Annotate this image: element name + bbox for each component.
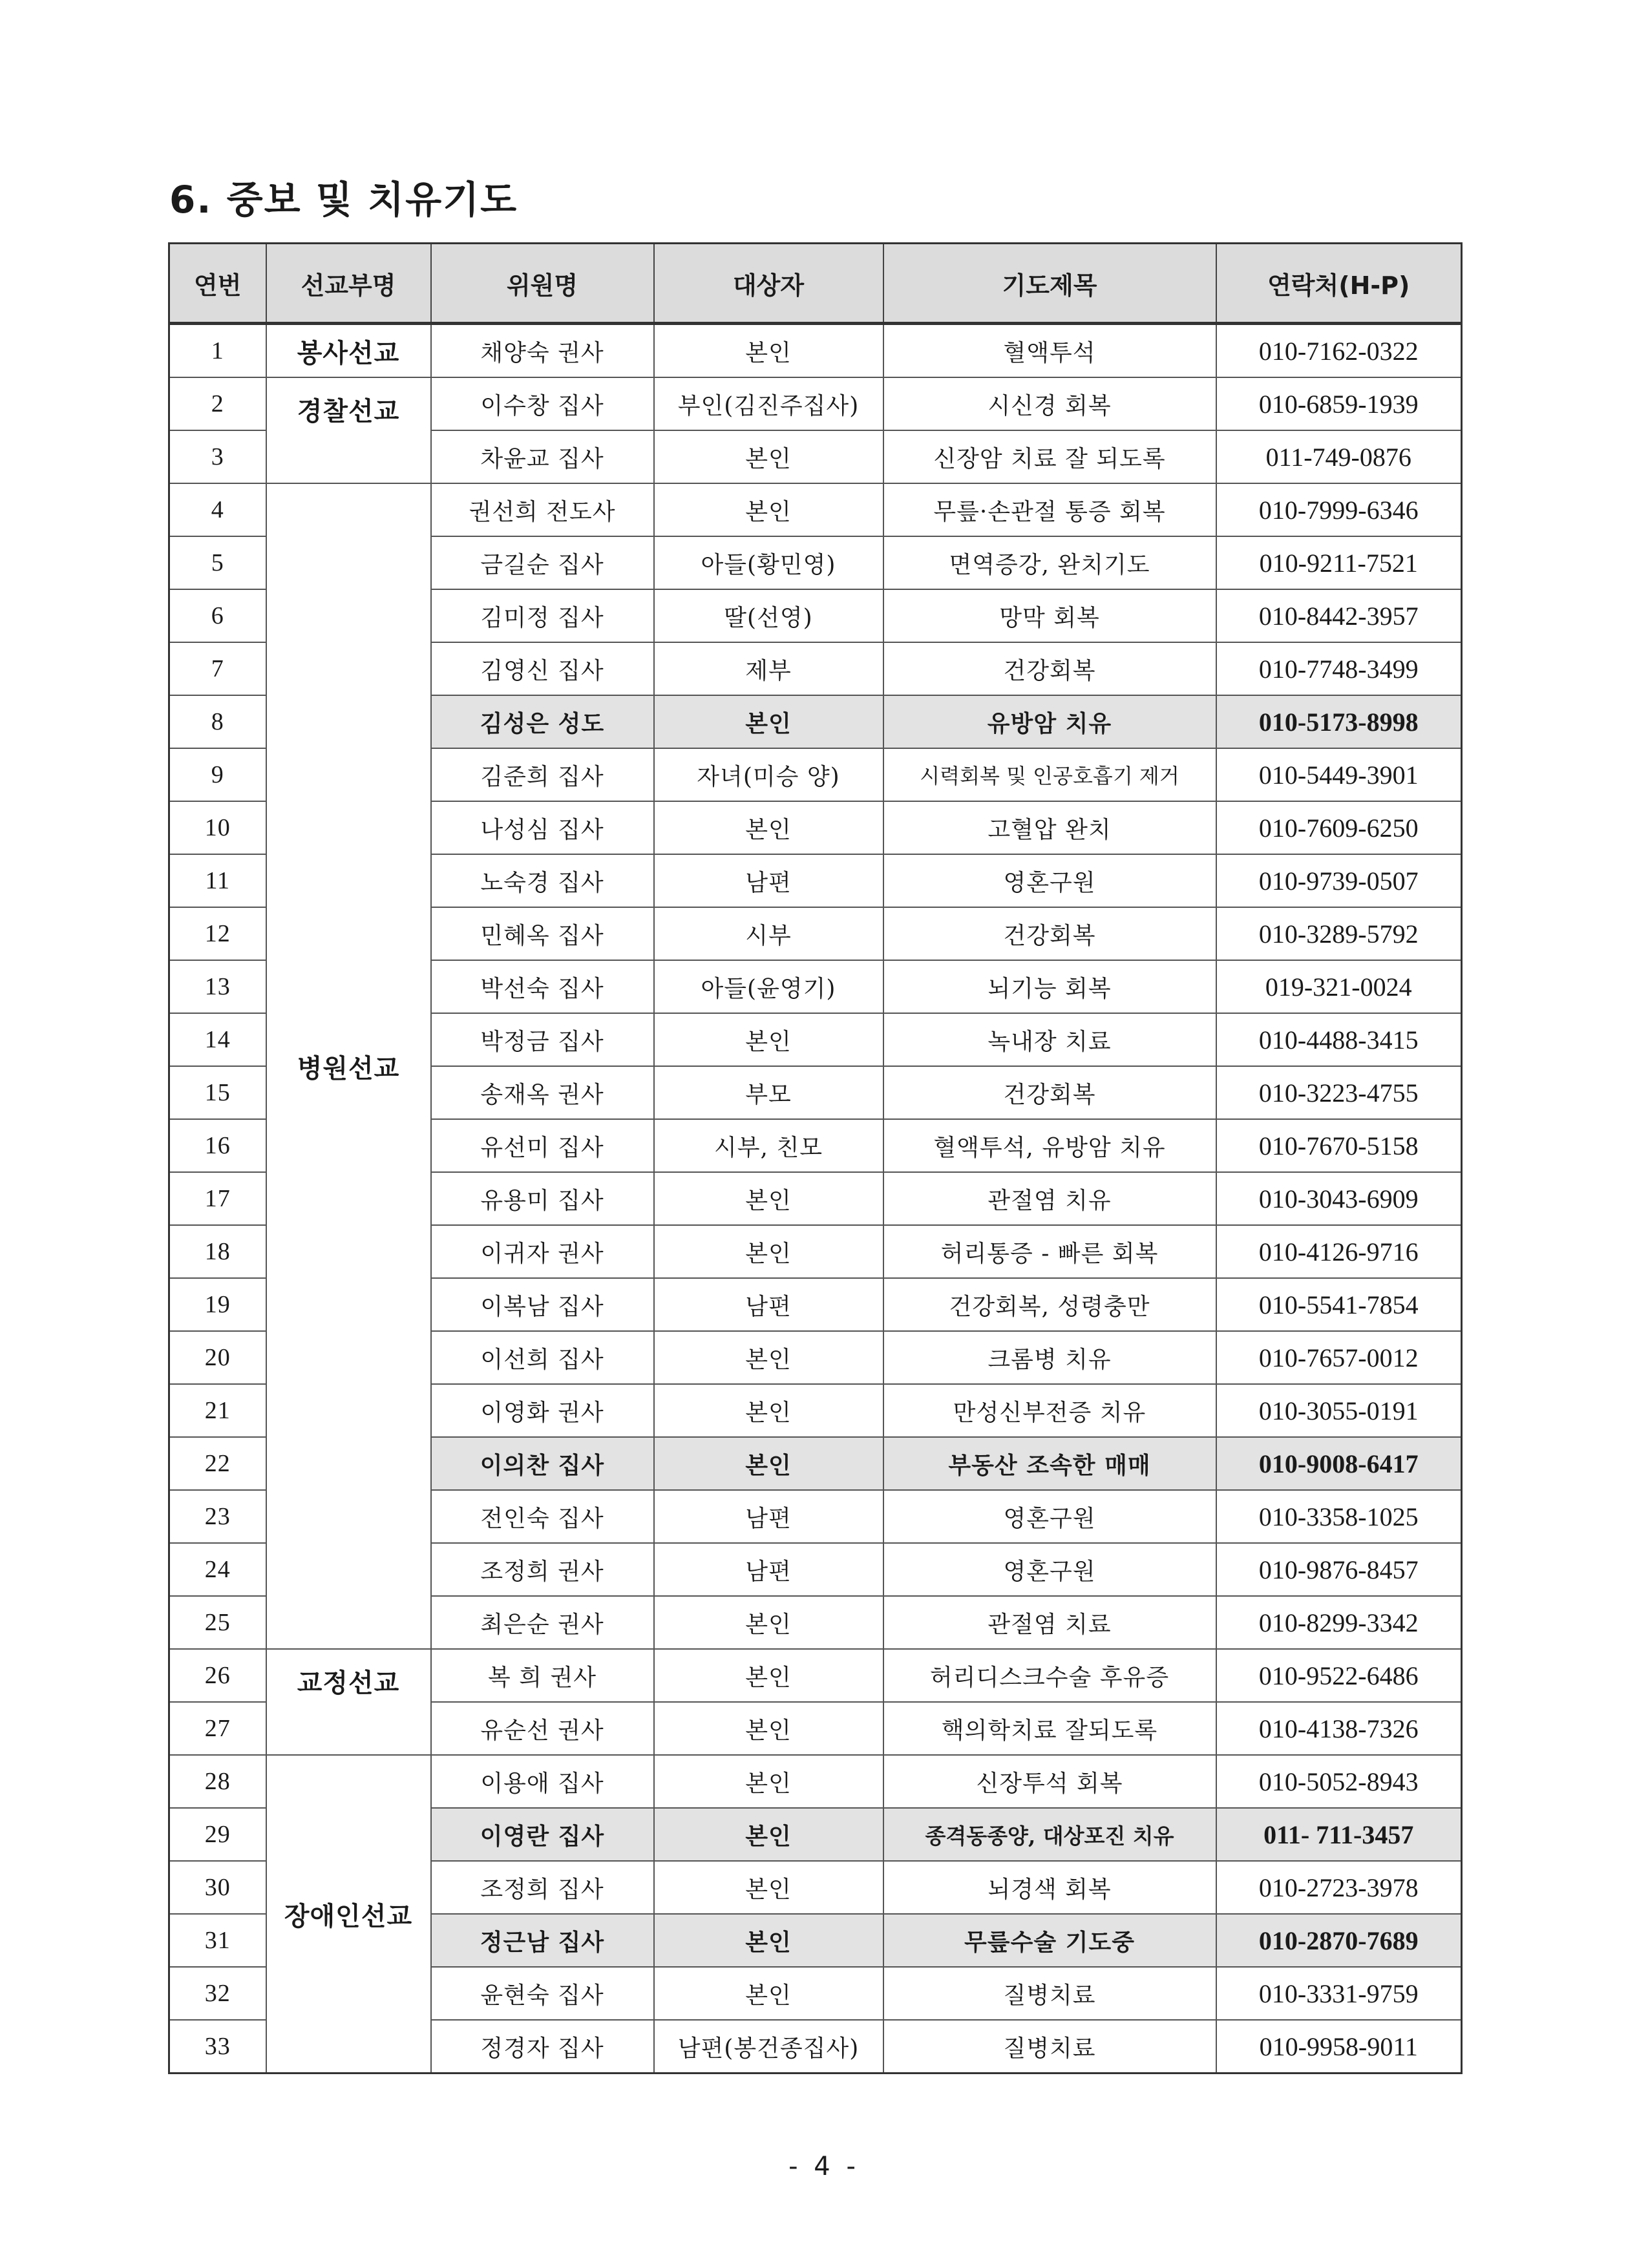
phone-cell: 010-4138-7326 <box>1216 1702 1462 1755</box>
row-number: 20 <box>169 1331 266 1384</box>
prayer-cell: 관절염 치유 <box>883 1172 1216 1225</box>
department-cell: 경찰선교 <box>266 377 431 483</box>
prayer-cell: 영혼구원 <box>883 854 1216 907</box>
table-row <box>169 377 1462 430</box>
phone-cell: 010-5052-8943 <box>1216 1755 1462 1808</box>
row-number: 14 <box>169 1013 266 1066</box>
phone-cell: 010-5541-7854 <box>1216 1278 1462 1331</box>
phone-cell: 010-6859-1939 <box>1216 377 1462 430</box>
member-cell: 민혜옥 집사 <box>431 907 654 960</box>
phone-cell: 010-9211-7521 <box>1216 536 1462 589</box>
row-number: 7 <box>169 642 266 695</box>
target-cell: 본인 <box>654 430 883 483</box>
target-cell: 시부 <box>654 907 883 960</box>
prayer-cell: 혈액투석 <box>883 324 1216 378</box>
target-cell: 본인 <box>654 324 883 378</box>
member-cell: 이복남 집사 <box>431 1278 654 1331</box>
member-cell: 유순선 권사 <box>431 1702 654 1755</box>
row-number: 5 <box>169 536 266 589</box>
member-cell: 김영신 집사 <box>431 642 654 695</box>
member-cell: 나성심 집사 <box>431 801 654 854</box>
target-cell: 본인 <box>654 1861 883 1914</box>
prayer-cell: 건강회복 <box>883 907 1216 960</box>
prayer-cell: 부동산 조속한 매매 <box>883 1437 1216 1490</box>
row-number: 15 <box>169 1066 266 1119</box>
phone-cell: 010-3055-0191 <box>1216 1384 1462 1437</box>
prayer-cell: 혈액투석, 유방암 치유 <box>883 1119 1216 1172</box>
member-cell: 권선희 전도사 <box>431 483 654 536</box>
member-cell: 최은순 권사 <box>431 1596 654 1649</box>
target-cell: 아들(윤영기) <box>654 960 883 1013</box>
phone-cell: 011- 711-3457 <box>1216 1808 1462 1861</box>
member-cell: 이선희 집사 <box>431 1331 654 1384</box>
member-cell: 김성은 성도 <box>431 695 654 748</box>
target-cell: 본인 <box>654 1649 883 1702</box>
member-cell: 이수창 집사 <box>431 377 654 430</box>
member-cell: 금길순 집사 <box>431 536 654 589</box>
phone-cell: 010-9008-6417 <box>1216 1437 1462 1490</box>
member-cell: 이의찬 집사 <box>431 1437 654 1490</box>
header-target: 대상자 <box>654 244 883 324</box>
prayer-cell: 무릎·손관절 통증 회복 <box>883 483 1216 536</box>
prayer-cell: 허리통증 - 빠른 회복 <box>883 1225 1216 1278</box>
phone-cell: 010-3223-4755 <box>1216 1066 1462 1119</box>
phone-cell: 010-3289-5792 <box>1216 907 1462 960</box>
target-cell: 자녀(미승 양) <box>654 748 883 801</box>
member-cell: 조정희 집사 <box>431 1861 654 1914</box>
row-number: 29 <box>169 1808 266 1861</box>
prayer-cell: 건강회복, 성령충만 <box>883 1278 1216 1331</box>
member-cell: 조정희 권사 <box>431 1543 654 1596</box>
target-cell: 본인 <box>654 1808 883 1861</box>
target-cell: 아들(황민영) <box>654 536 883 589</box>
member-cell: 송재옥 권사 <box>431 1066 654 1119</box>
row-number: 1 <box>169 324 266 378</box>
member-cell: 유용미 집사 <box>431 1172 654 1225</box>
member-cell: 전인숙 집사 <box>431 1490 654 1543</box>
prayer-cell: 관절염 치료 <box>883 1596 1216 1649</box>
target-cell: 본인 <box>654 695 883 748</box>
table-row <box>169 324 1462 378</box>
target-cell: 부모 <box>654 1066 883 1119</box>
prayer-cell: 면역증강, 완치기도 <box>883 536 1216 589</box>
phone-cell: 010-9739-0507 <box>1216 854 1462 907</box>
department-cell: 병원선교 <box>266 483 431 1649</box>
member-cell: 이귀자 권사 <box>431 1225 654 1278</box>
target-cell: 부인(김진주집사) <box>654 377 883 430</box>
phone-cell: 019-321-0024 <box>1216 960 1462 1013</box>
table-row <box>169 483 1462 536</box>
prayer-cell: 질병치료 <box>883 1967 1216 2020</box>
department-cell: 교정선교 <box>266 1649 431 1755</box>
prayer-cell: 뇌경색 회복 <box>883 1861 1216 1914</box>
row-number: 3 <box>169 430 266 483</box>
member-cell: 차윤교 집사 <box>431 430 654 483</box>
row-number: 26 <box>169 1649 266 1702</box>
phone-cell: 010-8442-3957 <box>1216 589 1462 642</box>
target-cell: 남편 <box>654 1278 883 1331</box>
member-cell: 복 희 권사 <box>431 1649 654 1702</box>
table-header-row <box>169 244 1462 324</box>
row-number: 2 <box>169 377 266 430</box>
prayer-cell: 종격동종양, 대상포진 치유 <box>883 1808 1216 1861</box>
header-prayer: 기도제목 <box>883 244 1216 324</box>
prayer-cell: 크롬병 치유 <box>883 1331 1216 1384</box>
prayer-cell: 건강회복 <box>883 1066 1216 1119</box>
phone-cell: 010-9958-9011 <box>1216 2020 1462 2074</box>
phone-cell: 010-9876-8457 <box>1216 1543 1462 1596</box>
prayer-cell: 질병치료 <box>883 2020 1216 2074</box>
phone-cell: 010-4126-9716 <box>1216 1225 1462 1278</box>
row-number: 6 <box>169 589 266 642</box>
section-title: 6. 중보 및 치유기도 <box>169 178 518 222</box>
row-number: 17 <box>169 1172 266 1225</box>
target-cell: 남편(봉건종집사) <box>654 2020 883 2074</box>
prayer-cell: 고혈압 완치 <box>883 801 1216 854</box>
row-number: 30 <box>169 1861 266 1914</box>
target-cell: 남편 <box>654 854 883 907</box>
prayer-cell: 만성신부전증 치유 <box>883 1384 1216 1437</box>
target-cell: 제부 <box>654 642 883 695</box>
member-cell: 이영화 권사 <box>431 1384 654 1437</box>
target-cell: 본인 <box>654 1225 883 1278</box>
phone-cell: 011-749-0876 <box>1216 430 1462 483</box>
phone-cell: 010-7162-0322 <box>1216 324 1462 378</box>
phone-cell: 010-3358-1025 <box>1216 1490 1462 1543</box>
row-number: 25 <box>169 1596 266 1649</box>
phone-cell: 010-7657-0012 <box>1216 1331 1462 1384</box>
row-number: 24 <box>169 1543 266 1596</box>
row-number: 33 <box>169 2020 266 2074</box>
prayer-cell: 신장투석 회복 <box>883 1755 1216 1808</box>
row-number: 23 <box>169 1490 266 1543</box>
phone-cell: 010-2870-7689 <box>1216 1914 1462 1967</box>
row-number: 28 <box>169 1755 266 1808</box>
prayer-cell: 핵의학치료 잘되도록 <box>883 1702 1216 1755</box>
target-cell: 본인 <box>654 1702 883 1755</box>
prayer-cell: 녹내장 치료 <box>883 1013 1216 1066</box>
target-cell: 본인 <box>654 1914 883 1967</box>
phone-cell: 010-5449-3901 <box>1216 748 1462 801</box>
member-cell: 정경자 집사 <box>431 2020 654 2074</box>
prayer-cell: 신장암 치료 잘 되도록 <box>883 430 1216 483</box>
phone-cell: 010-7748-3499 <box>1216 642 1462 695</box>
phone-cell: 010-7670-5158 <box>1216 1119 1462 1172</box>
row-number: 21 <box>169 1384 266 1437</box>
target-cell: 본인 <box>654 801 883 854</box>
target-cell: 시부, 친모 <box>654 1119 883 1172</box>
member-cell: 이영란 집사 <box>431 1808 654 1861</box>
target-cell: 본인 <box>654 1172 883 1225</box>
prayer-cell: 영혼구원 <box>883 1543 1216 1596</box>
prayer-cell: 무릎수술 기도중 <box>883 1914 1216 1967</box>
member-cell: 이용애 집사 <box>431 1755 654 1808</box>
phone-cell: 010-2723-3978 <box>1216 1861 1462 1914</box>
member-cell: 박선숙 집사 <box>431 960 654 1013</box>
phone-cell: 010-5173-8998 <box>1216 695 1462 748</box>
prayer-table <box>168 242 1463 2074</box>
phone-cell: 010-7609-6250 <box>1216 801 1462 854</box>
prayer-cell: 시신경 회복 <box>883 377 1216 430</box>
row-number: 16 <box>169 1119 266 1172</box>
target-cell: 본인 <box>654 1013 883 1066</box>
header-member: 위원명 <box>431 244 654 324</box>
row-number: 19 <box>169 1278 266 1331</box>
row-number: 13 <box>169 960 266 1013</box>
prayer-cell: 뇌기능 회복 <box>883 960 1216 1013</box>
target-cell: 남편 <box>654 1490 883 1543</box>
target-cell: 본인 <box>654 1596 883 1649</box>
row-number: 12 <box>169 907 266 960</box>
target-cell: 본인 <box>654 1331 883 1384</box>
member-cell: 정근남 집사 <box>431 1914 654 1967</box>
page-number: - 4 - <box>788 2152 860 2181</box>
member-cell: 노숙경 집사 <box>431 854 654 907</box>
department-cell: 장애인선교 <box>266 1755 431 2074</box>
row-number: 22 <box>169 1437 266 1490</box>
phone-cell: 010-3043-6909 <box>1216 1172 1462 1225</box>
header-no: 연번 <box>169 244 266 324</box>
member-cell: 박정금 집사 <box>431 1013 654 1066</box>
member-cell: 채양숙 권사 <box>431 324 654 378</box>
target-cell: 본인 <box>654 1384 883 1437</box>
table-row <box>169 1649 1462 1702</box>
prayer-cell: 망막 회복 <box>883 589 1216 642</box>
row-number: 11 <box>169 854 266 907</box>
table-row <box>169 1755 1462 1808</box>
member-cell: 김미정 집사 <box>431 589 654 642</box>
target-cell: 본인 <box>654 1967 883 2020</box>
row-number: 18 <box>169 1225 266 1278</box>
target-cell: 남편 <box>654 1543 883 1596</box>
target-cell: 본인 <box>654 483 883 536</box>
row-number: 32 <box>169 1967 266 2020</box>
prayer-cell: 유방암 치유 <box>883 695 1216 748</box>
target-cell: 본인 <box>654 1437 883 1490</box>
prayer-cell: 영혼구원 <box>883 1490 1216 1543</box>
header-phone: 연락처(H-P) <box>1216 244 1462 324</box>
row-number: 10 <box>169 801 266 854</box>
row-number: 4 <box>169 483 266 536</box>
phone-cell: 010-9522-6486 <box>1216 1649 1462 1702</box>
prayer-cell: 허리디스크수술 후유증 <box>883 1649 1216 1702</box>
phone-cell: 010-8299-3342 <box>1216 1596 1462 1649</box>
prayer-cell: 시력회복 및 인공호흡기 제거 <box>883 748 1216 801</box>
prayer-cell: 건강회복 <box>883 642 1216 695</box>
member-cell: 유선미 집사 <box>431 1119 654 1172</box>
target-cell: 딸(선영) <box>654 589 883 642</box>
phone-cell: 010-4488-3415 <box>1216 1013 1462 1066</box>
phone-cell: 010-7999-6346 <box>1216 483 1462 536</box>
row-number: 8 <box>169 695 266 748</box>
member-cell: 윤현숙 집사 <box>431 1967 654 2020</box>
department-cell: 봉사선교 <box>266 324 431 378</box>
phone-cell: 010-3331-9759 <box>1216 1967 1462 2020</box>
row-number: 31 <box>169 1914 266 1967</box>
member-cell: 김준희 집사 <box>431 748 654 801</box>
header-department: 선교부명 <box>266 244 431 324</box>
row-number: 9 <box>169 748 266 801</box>
target-cell: 본인 <box>654 1755 883 1808</box>
row-number: 27 <box>169 1702 266 1755</box>
